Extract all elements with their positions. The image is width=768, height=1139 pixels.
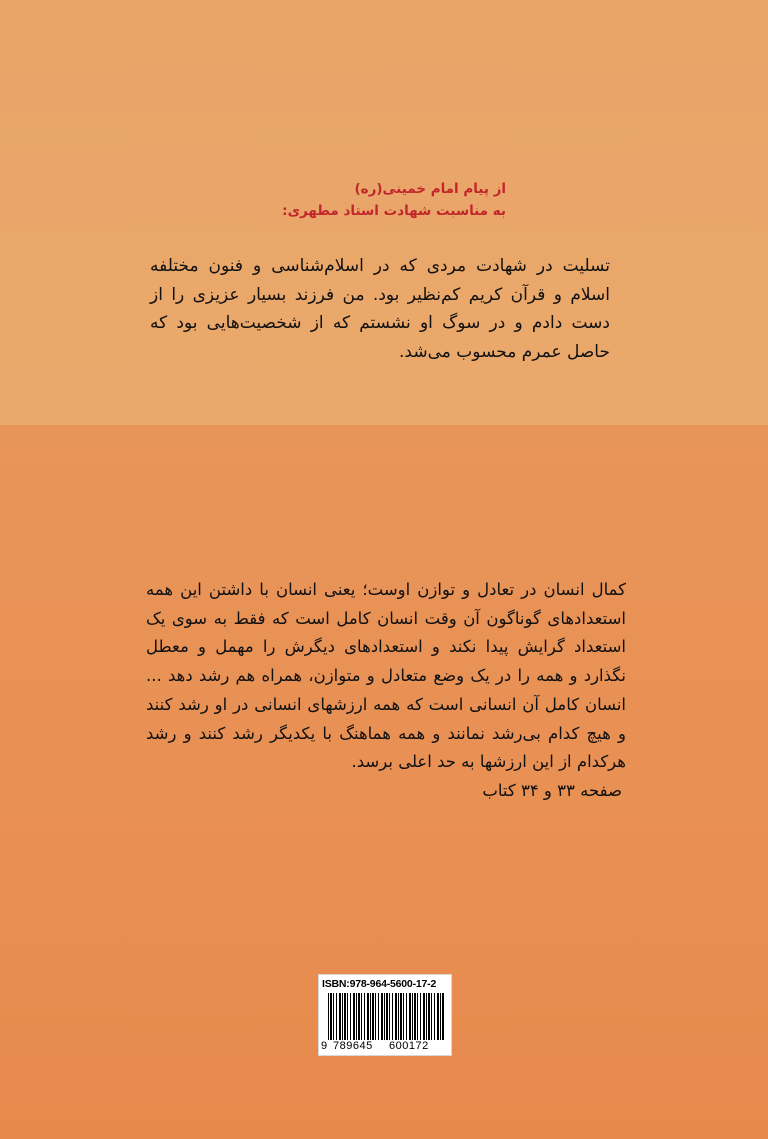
page-reference: صفحه ۳۳ و ۳۴ کتاب: [482, 780, 622, 800]
excerpt-text: کمال انسان در تعادل و توازن اوست؛ یعنی انسان با داشتن این همه استعدادهای گوناگون آن وقت انسان کامل است که فقط به سوی یک استعداد گرایش پیدا نکند و استعدادهای دیگرش را مهمل و معطل نگذارد و همه را در یک وضع متعادل و متوازن، همراه هم رشد دهد ... انسان کامل آن انسانی است که همه ارزشهای انسانی در او رشد کنند و هیچ کدام بی‌رشد نمانند و همه هماهنگ با یکدیگر رشد کنند و رشد هرکدام از این ارزشها به حد اعلی برسد.: [146, 580, 626, 772]
quote-attribution: [186, 178, 506, 222]
isbn-barcode: [318, 974, 452, 1056]
barcode-digits-left: 789645: [333, 1040, 373, 1052]
isbn-label: ISBN:978-964-5600-17-2: [322, 978, 437, 990]
book-excerpt: [146, 576, 626, 806]
quote-text: تسلیت در شهادت مردی که در اسلام‌شناسی و فنون مختلفه اسلام و قرآن کریم کم‌نظیر بود. من فرزند بسیار عزیزی را از دست دادم و در سوگ او نشستم که از شخصیت‌هایی بود که حاصل عمرم محسوب می‌شد.: [150, 256, 610, 362]
barcode-digit-first: 9: [321, 1040, 328, 1052]
quote-header-line1: از پیام امام خمینی(ره): [354, 181, 506, 197]
barcode-digits-right: 600172: [389, 1040, 429, 1052]
quote-header-line2: به مناسبت شهادت استاد مطهری:: [282, 203, 506, 219]
barcode-bars: [328, 993, 444, 1040]
